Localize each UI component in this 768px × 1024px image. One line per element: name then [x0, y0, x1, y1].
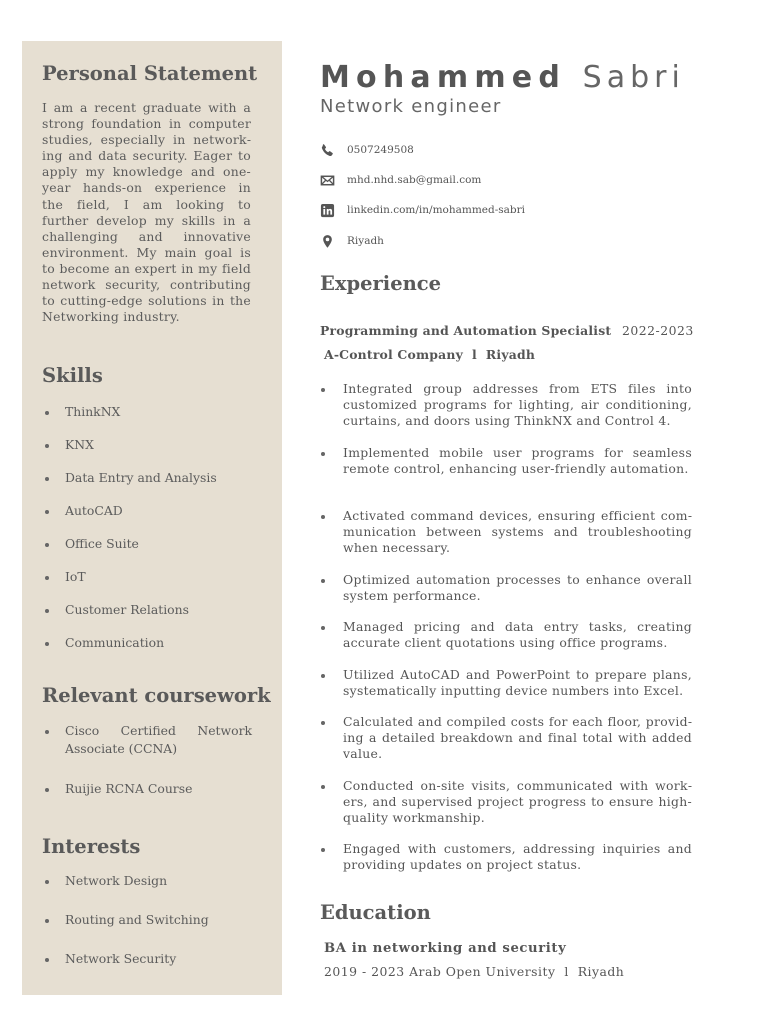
- contact-phone: [320, 140, 414, 160]
- email-address[interactable]: mhd.nhd.sab@gmail.com: [347, 174, 482, 186]
- degree: BA in networking and security: [324, 941, 567, 956]
- coursework-list: [42, 722, 252, 798]
- education-heading: Education: [320, 901, 431, 924]
- linkedin-url[interactable]: linkedin.com/in/mohammed-sabri: [347, 204, 526, 216]
- education-details: 2019 - 2023 Arab Open University l Riyadh: [324, 964, 625, 979]
- duty-item: Integrated group addresses from ETS files into customized programs for lighting, air conditioning, curtains, and doors using ThinkNX and Control 4.: [320, 381, 692, 429]
- skill-item: Data Entry and Analysis: [42, 469, 252, 502]
- skill-item: Customer Relations: [42, 601, 252, 634]
- coursework-item: Cisco Certified Network Associate (CCNA): [42, 722, 252, 780]
- interests-heading: Interests: [42, 835, 141, 858]
- duty-item: Calculated and compiled costs for each floor, providing a detailed breakdown and final total with added value.: [320, 714, 692, 762]
- location: Riyadh: [347, 235, 384, 247]
- duty-item: Managed pricing and data entry tasks, creating accurate client quotations using office programs.: [320, 619, 692, 651]
- full-name: [320, 60, 685, 95]
- skills-heading: Skills: [42, 364, 103, 387]
- coursework-heading: Relevant coursework: [42, 684, 271, 707]
- phone-icon: [320, 143, 335, 158]
- contact-location: [320, 231, 384, 251]
- duty-item: Optimized automation processes to enhance overall system performance.: [320, 572, 692, 604]
- job-title: Programming and Automation Specialist: [320, 323, 612, 338]
- skill-item: KNX: [42, 436, 252, 469]
- personal-statement-heading: Personal Statement: [42, 62, 258, 85]
- envelope-icon: [320, 173, 335, 188]
- skills-list: [42, 403, 252, 667]
- map-pin-icon: [320, 234, 335, 249]
- interests-list: [42, 872, 252, 989]
- first-name: Mohammed: [320, 60, 567, 95]
- duty-item: Utilized AutoCAD and PowerPoint to prepare plans, systematically inputting device numbers into Excel.: [320, 667, 692, 699]
- phone-number[interactable]: 0507249508: [347, 144, 414, 156]
- contact-email: [320, 170, 481, 190]
- sidebar: [22, 41, 282, 995]
- duty-item: Activated command devices, ensuring efficient communication between systems and troubleshooting when necessary.: [320, 508, 692, 556]
- job-headline: Network engineer: [320, 96, 502, 117]
- duty-item: Implemented mobile user programs for seamless remote control, enhancing user-friendly automation.: [320, 445, 692, 477]
- personal-statement-text: I am a recent graduate with a strong foundation in computer studies, especially in networking and data security. Eager to apply my knowledge and one-year hands-on experience in the field, I am looking to further develop my skills in a challenging and innovative environment. My main goal is to become an expert in my field network security, contributing to cutting-edge solutions in the Networking industry.: [42, 100, 251, 325]
- linkedin-icon: [320, 203, 335, 218]
- contact-linkedin: [320, 200, 525, 220]
- skill-item: Office Suite: [42, 535, 252, 568]
- experience-heading: Experience: [320, 272, 442, 295]
- skill-item: ThinkNX: [42, 403, 252, 436]
- job-years: 2022-2023: [622, 323, 694, 338]
- skill-item: IoT: [42, 568, 252, 601]
- interest-item: Network Security: [42, 950, 252, 989]
- coursework-item: Ruijie RCNA Course: [42, 780, 252, 798]
- job-company: A-Control Company l Riyadh: [324, 347, 536, 362]
- skill-item: Communication: [42, 634, 252, 667]
- last-name: Sabri: [582, 60, 685, 95]
- interest-item: Routing and Switching: [42, 911, 252, 950]
- interest-item: Network Design: [42, 872, 252, 911]
- duty-item: Conducted on-site visits, communicated with workers, and supervised project progress to ensure high-quality workmanship.: [320, 778, 692, 826]
- skill-item: AutoCAD: [42, 502, 252, 535]
- duty-item: Engaged with customers, addressing inquiries and providing updates on project status.: [320, 841, 692, 873]
